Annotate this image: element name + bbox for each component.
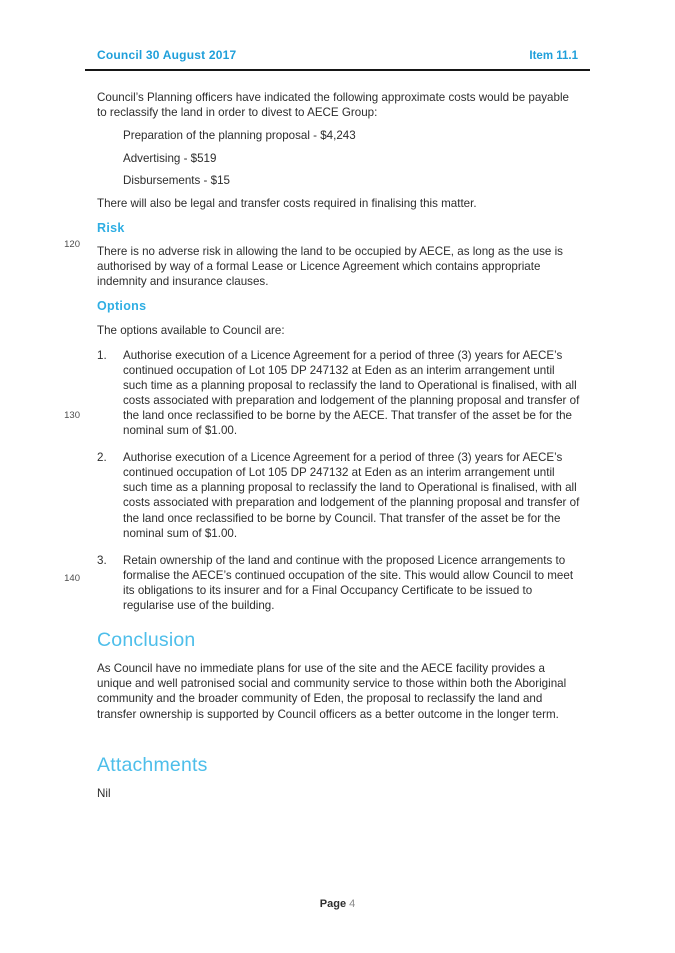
margin-line-number-120: 120 (64, 239, 80, 250)
document-body (97, 90, 581, 809)
costs-note-paragraph: There will also be legal and transfer costs required in finalising this matter. (97, 196, 477, 210)
header-meeting-title: Council 30 August 2017 (97, 48, 237, 62)
options-intro-paragraph: The options available to Council are: (97, 323, 285, 337)
page-header (85, 48, 590, 71)
page-footer (0, 898, 675, 910)
footer-page-number: 4 (349, 898, 356, 910)
margin-line-number-140: 140 (64, 573, 80, 584)
risk-heading: Risk (97, 221, 125, 236)
header-rule (85, 69, 590, 71)
option-1-text: Authorise execution of a Licence Agreement for a period of three (3) years for AECE’s continued occupation of Lot 105 DP 247132 at Eden as an interim arrangement until such time as a planning proposal to reclassify the land to Operational is finalised, with all costs associated with preparation and lodgement of the planning proposal and transfer of the land once reclassified to be borne by the AECE. That transfer of the asset be for the nominal sum of $1.00. (123, 348, 580, 438)
attachments-heading: Attachments (97, 753, 208, 776)
footer-page-label: Page (319, 898, 347, 910)
option-item-2 (97, 450, 581, 541)
cost-item-preparation: Preparation of the planning proposal - $4,243 (123, 129, 356, 143)
option-3-text: Retain ownership of the land and continue with the proposed Licence arrangements to formalise the AECE’s continued occupation of the site. This would allow Council to meet its obligations to its insurer and for a Final Occupancy Certificate to be issued to regularise use of the building. (123, 553, 574, 613)
intro-paragraph: Council’s Planning officers have indicated the following approximate costs would be payable to reclassify the land in order to divest to AECE Group: (97, 91, 569, 120)
options-heading: Options (97, 299, 147, 314)
conclusion-heading: Conclusion (97, 629, 196, 652)
risk-paragraph: There is no adverse risk in allowing the land to be occupied by AECE, as long as the use is authorised by way of a formal Lease or Licence Agreement which contains appropriate indemnity and insurance clauses. (97, 245, 563, 289)
option-2-text: Authorise execution of a Licence Agreement for a period of three (3) years for AECE’s continued occupation of Lot 105 DP 247132 at Eden as an interim arrangement until such time as a planning proposal to reclassify the land to Operational is finalised, with all costs associated with preparation and lodgement of the planning proposal and transfer of the land once reclassified to be borne by Council. That transfer of the asset be for the nominal sum of $1.00. (123, 451, 580, 540)
cost-item-disbursements: Disbursements - $15 (123, 174, 230, 188)
header-item-number: Item 11.1 (529, 50, 578, 62)
option-item-1 (97, 348, 581, 439)
cost-item-advertising: Advertising - $519 (123, 151, 217, 165)
option-item-3 (97, 553, 581, 613)
option-2-number: 2. (97, 451, 107, 465)
option-3-number: 3. (97, 553, 107, 567)
attachments-value: Nil (97, 786, 111, 800)
option-1-number: 1. (97, 348, 107, 362)
margin-line-number-130: 130 (64, 410, 80, 421)
conclusion-paragraph: As Council have no immediate plans for use of the site and the AECE facility provides a unique and well patronised social and community service to those within both the Aboriginal community and the broader community of Eden, the proposal to reclassify the land and transfer ownership is supported by Council officers as a better outcome in the longer term. (97, 662, 567, 721)
